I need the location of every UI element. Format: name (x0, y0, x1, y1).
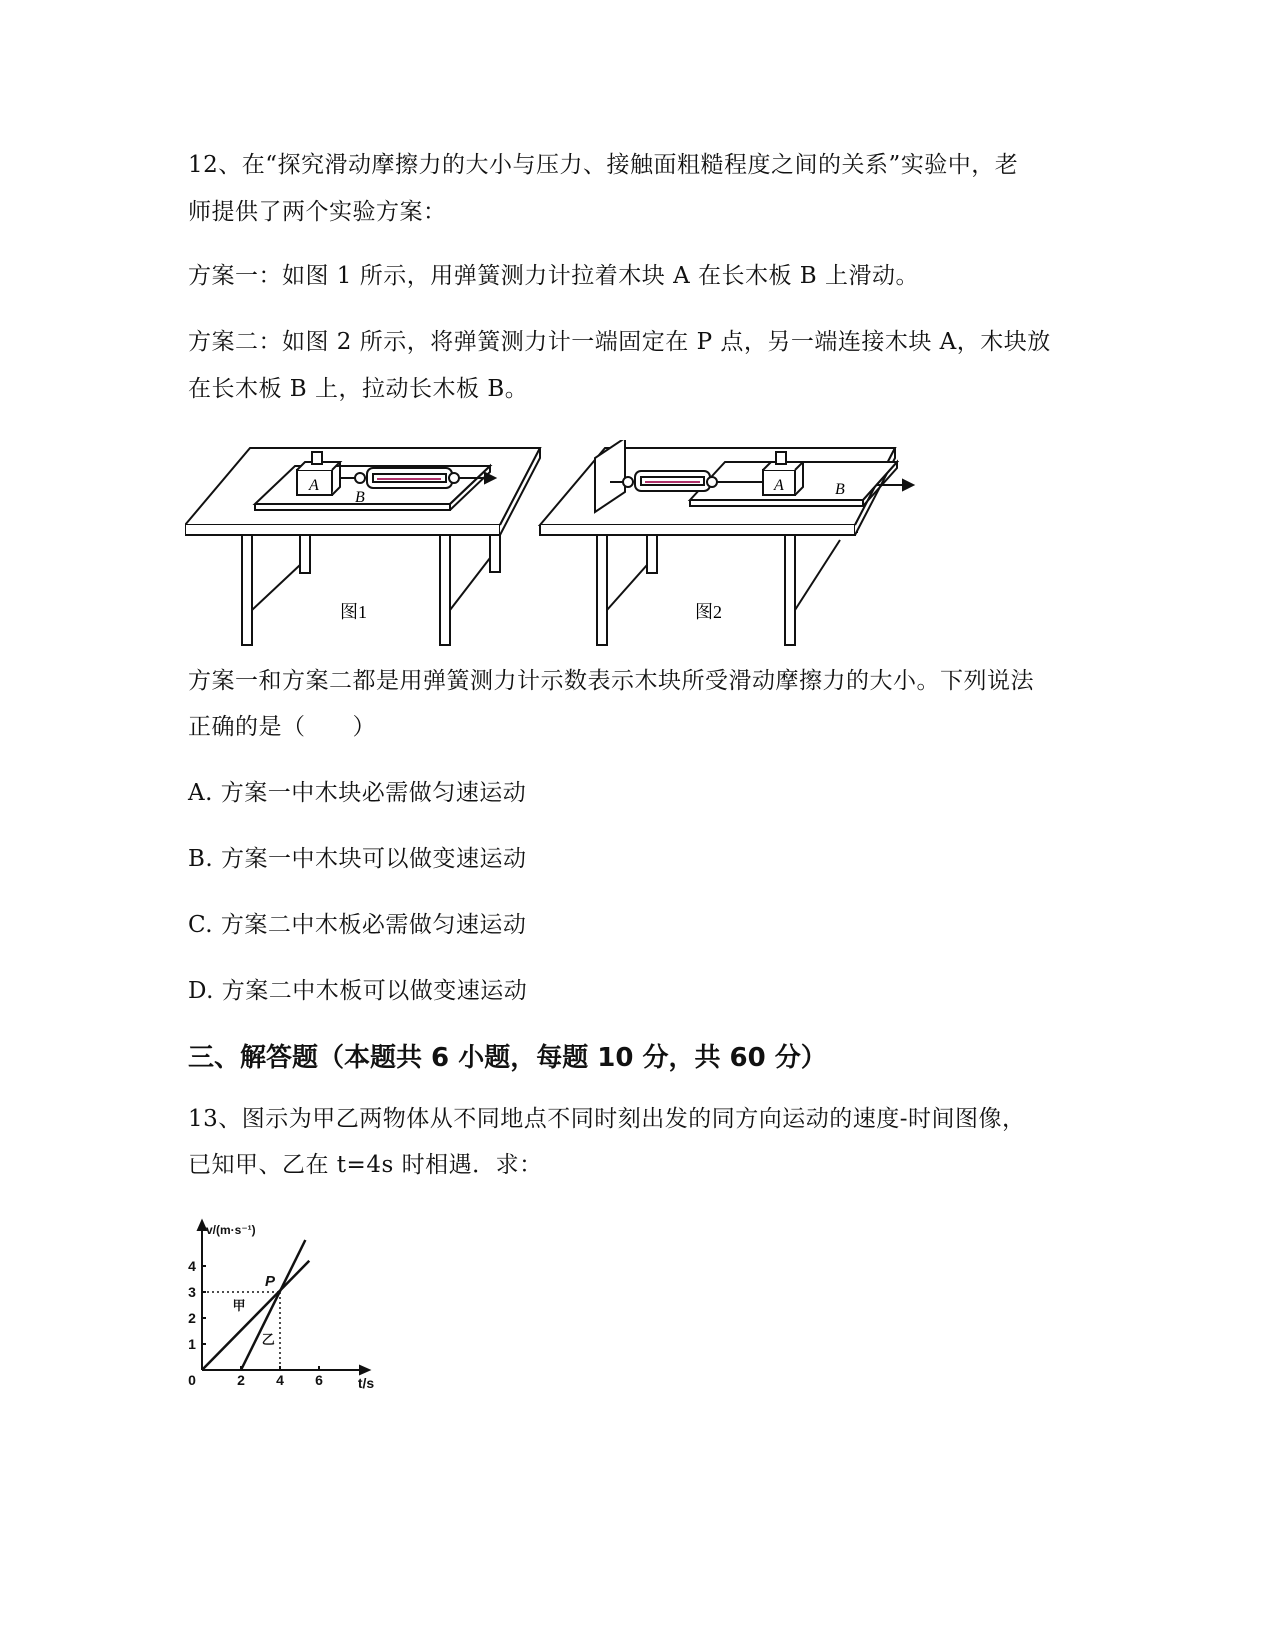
series-line-jia (202, 1261, 309, 1370)
q13-line1: 13、图示为甲乙两物体从不同地点不同时刻出发的同方向运动的速度-时间图像， (188, 1106, 1026, 1132)
y-tick-label: 3 (188, 1284, 196, 1300)
q13-line2: 已知甲、乙在 t=4s 时相遇．求： (188, 1152, 543, 1178)
figure1-board-label: B (355, 489, 365, 506)
q12-plan2-line2: 在长木板 B 上，拉动长木板 B。 (188, 376, 529, 402)
section3-heading: 三、解答题（本题共 6 小题，每题 10 分，共 60 分） (188, 1043, 827, 1073)
x-tick-label: 6 (315, 1372, 323, 1388)
q12-option-d: D. 方案二中木板可以做变速运动 (188, 978, 528, 1004)
x-tick-label: 2 (237, 1372, 245, 1388)
x-tick-label: 0 (188, 1372, 196, 1388)
y-axis-label: v/(m·s⁻¹) (206, 1223, 256, 1237)
x-tick-label: 4 (276, 1372, 284, 1388)
series-line-yi (241, 1240, 305, 1370)
figure2-board-label: B (835, 481, 845, 498)
y-tick-label: 2 (188, 1310, 196, 1326)
q12-stem-line2: 正确的是（ ） (188, 714, 376, 740)
q12-stem-line1: 方案一和方案二都是用弹簧测力计示数表示木块所受滑动摩擦力的大小。下列说法 (188, 668, 1034, 694)
series-label-yi: 乙 (261, 1332, 275, 1347)
figure2-block-label: A (774, 477, 784, 494)
q12-option-b: B. 方案一中木块可以做变速运动 (188, 846, 527, 872)
x-axis-label: t/s (357, 1375, 375, 1391)
y-axis-arrow (198, 1221, 206, 1230)
y-tick-label: 1 (188, 1336, 196, 1352)
y-tick-label: 4 (188, 1258, 196, 1274)
velocity-time-chart (180, 1200, 380, 1395)
figure1-caption: 图1 (340, 602, 367, 622)
q12-plan2-line1: 方案二：如图 2 所示，将弹簧测力计一端固定在 P 点，另一端连接木块 A，木块放 (188, 329, 1051, 355)
figure1-block-label: A (309, 477, 319, 494)
figure2-caption: 图2 (695, 602, 722, 622)
q12-plan1: 方案一：如图 1 所示，用弹簧测力计拉着木块 A 在长木板 B 上滑动。 (188, 263, 920, 289)
x-axis-arrow (360, 1366, 369, 1374)
q12-line2: 师提供了两个实验方案： (188, 199, 447, 225)
friction-figures (185, 440, 945, 655)
series-label-jia: 甲 (232, 1298, 246, 1314)
q12-option-a: A. 方案一中木块必需做匀速运动 (188, 780, 527, 806)
point-label-p: P (264, 1273, 276, 1290)
q12-option-c: C. 方案二中木板必需做匀速运动 (188, 912, 527, 938)
q12-line1: 12、在“探究滑动摩擦力的大小与压力、接触面粗糙程度之间的关系”实验中，老 (188, 152, 1019, 178)
